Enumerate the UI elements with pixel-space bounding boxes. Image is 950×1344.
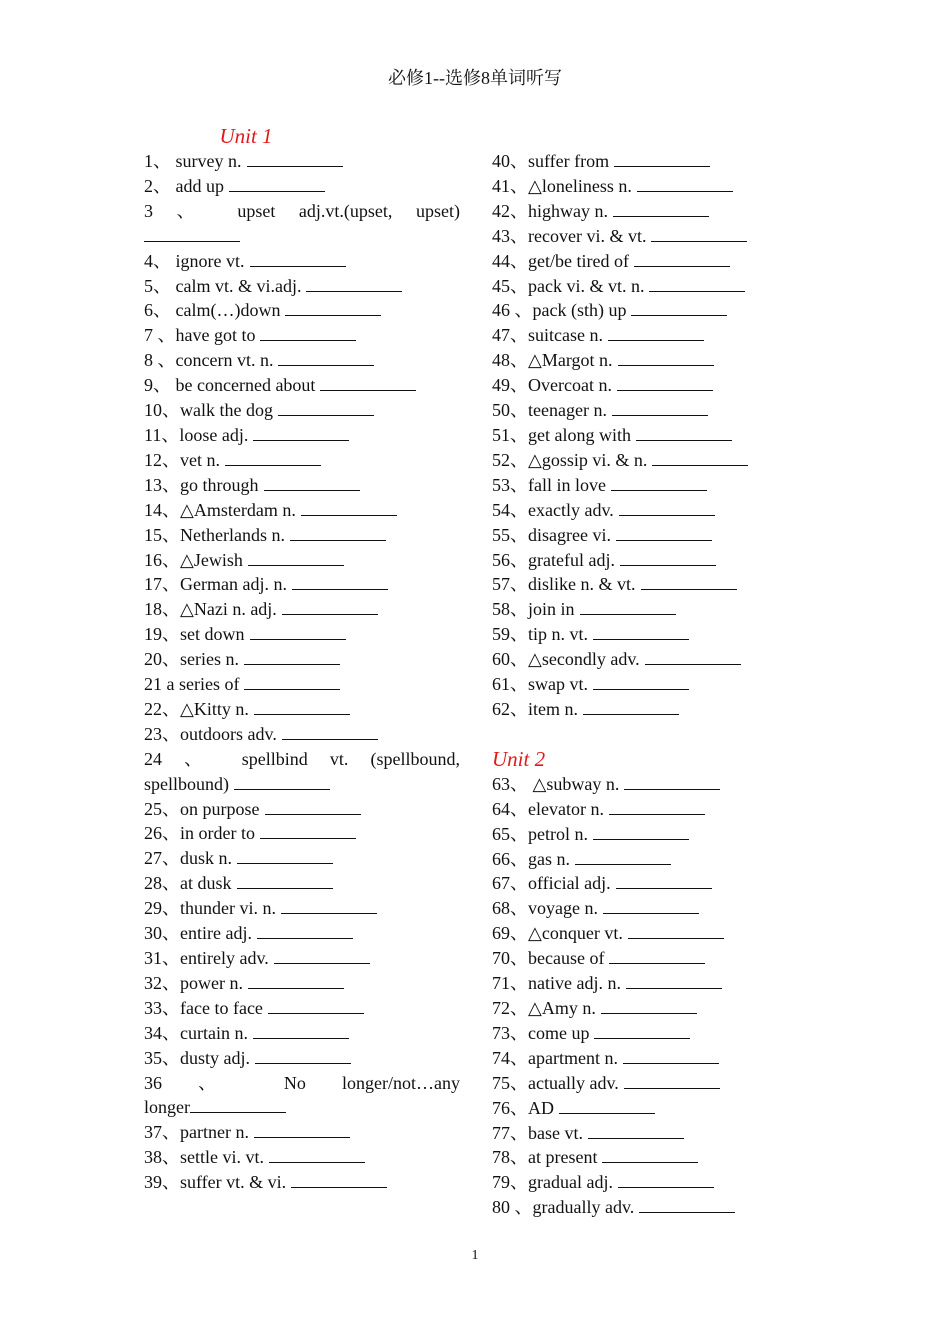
vocab-entry-32: 32、power n. [144, 971, 460, 996]
answer-blank[interactable] [250, 249, 346, 267]
answer-blank[interactable] [247, 149, 343, 167]
vocab-entry-18: 18、△Nazi n. adj. [144, 597, 460, 622]
answer-blank[interactable] [274, 946, 370, 964]
answer-blank[interactable] [237, 846, 333, 864]
vocab-entry-25: 25、on purpose [144, 797, 460, 822]
answer-blank[interactable] [265, 797, 361, 815]
vocab-entry-3-blank [144, 224, 460, 249]
vocab-entry-41: 41、△loneliness n. [492, 174, 808, 199]
answer-blank[interactable] [593, 822, 689, 840]
vocab-entry-43: 43、recover vi. & vt. [492, 224, 808, 249]
answer-blank[interactable] [641, 572, 737, 590]
vocab-entry-58: 58、join in [492, 597, 808, 622]
vocab-entry-55: 55、disagree vi. [492, 523, 808, 548]
vocab-entry-69: 69、△conquer vt. [492, 921, 808, 946]
answer-blank[interactable] [637, 174, 733, 192]
vocab-entry-7: 7 、have got to [144, 323, 460, 348]
vocab-entry-26: 26、in order to [144, 821, 460, 846]
vocab-entry-36: 36 、 No longer/not…any [144, 1072, 460, 1093]
answer-blank[interactable] [144, 224, 240, 242]
answer-blank[interactable] [301, 498, 397, 516]
vocab-entry-67: 67、official adj. [492, 871, 808, 896]
vocab-entry-76: 76、AD [492, 1096, 808, 1121]
vocab-entry-24-tail: spellbound) [144, 772, 460, 797]
vocab-entry-49: 49、Overcoat n. [492, 373, 808, 398]
answer-blank[interactable] [306, 274, 402, 292]
vocab-entry-60: 60、△secondly adv. [492, 647, 808, 672]
answer-blank[interactable] [253, 1021, 349, 1039]
answer-blank[interactable] [278, 348, 374, 366]
answer-blank[interactable] [588, 1121, 684, 1139]
vocab-entry-14: 14、△Amsterdam n. [144, 498, 460, 523]
answer-blank[interactable] [320, 373, 416, 391]
answer-blank[interactable] [612, 398, 708, 416]
unit-1-heading: Unit 1 [219, 124, 273, 148]
answer-blank[interactable] [618, 1170, 714, 1188]
answer-blank[interactable] [634, 249, 730, 267]
vocab-entry-8: 8 、concern vt. n. [144, 348, 460, 373]
vocab-entry-68: 68、voyage n. [492, 896, 808, 921]
vocab-entry-66: 66、gas n. [492, 847, 808, 872]
answer-blank[interactable] [618, 348, 714, 366]
vocab-entry-62: 62、item n. [492, 697, 808, 722]
vocab-entry-46: 46 、pack (sth) up [492, 298, 808, 323]
page-number: 1 [471, 1248, 479, 1263]
answer-blank[interactable] [609, 797, 705, 815]
vocab-entry-38: 38、settle vi. vt. [144, 1145, 460, 1170]
vocab-entry-11: 11、loose adj. [144, 423, 460, 448]
vocab-entry-54: 54、exactly adv. [492, 498, 808, 523]
vocab-entry-31: 31、entirely adv. [144, 946, 460, 971]
answer-blank[interactable] [244, 647, 340, 665]
vocab-entry-24: 24 、 spellbind vt. (spellbound, [144, 748, 460, 769]
vocab-entry-74: 74、apartment n. [492, 1046, 808, 1071]
vocab-entry-33: 33、face to face [144, 996, 460, 1021]
answer-blank[interactable] [649, 274, 745, 292]
vocab-entry-61: 61、swap vt. [492, 672, 808, 697]
answer-blank[interactable] [609, 946, 705, 964]
answer-blank[interactable] [631, 298, 727, 316]
vocab-entry-51: 51、get along with [492, 423, 808, 448]
vocab-entry-65: 65、petrol n. [492, 822, 808, 847]
vocab-entry-73: 73、come up [492, 1021, 808, 1046]
vocab-entry-34: 34、curtain n. [144, 1021, 460, 1046]
vocab-entry-19: 19、set down [144, 622, 460, 647]
vocab-entry-63: 63、 △subway n. [492, 772, 808, 797]
vocab-entry-4: 4、 ignore vt. [144, 249, 460, 274]
answer-blank[interactable] [268, 996, 364, 1014]
vocab-entry-78: 78、at present [492, 1145, 808, 1170]
vocab-entry-64: 64、elevator n. [492, 797, 808, 822]
answer-blank[interactable] [269, 1145, 365, 1163]
answer-blank[interactable] [651, 224, 747, 242]
answer-blank[interactable] [620, 548, 716, 566]
vocab-entry-12: 12、vet n. [144, 448, 460, 473]
vocab-entry-9: 9、 be concerned about [144, 373, 460, 398]
answer-blank[interactable] [583, 697, 679, 715]
vocab-entry-3: 3 、 upset adj.vt.(upset, upset) [144, 200, 460, 221]
vocab-entry-15: 15、Netherlands n. [144, 523, 460, 548]
answer-blank[interactable] [616, 871, 712, 889]
vocab-entry-5: 5、 calm vt. & vi.adj. [144, 274, 460, 299]
answer-blank[interactable] [229, 174, 325, 192]
answer-blank[interactable] [260, 821, 356, 839]
answer-blank[interactable] [291, 1170, 387, 1188]
vocab-entry-36-tail: longer [144, 1095, 460, 1120]
right-column [492, 149, 808, 1220]
answer-blank[interactable] [254, 1120, 350, 1138]
answer-blank[interactable] [260, 323, 356, 341]
answer-blank[interactable] [624, 772, 720, 790]
answer-blank[interactable] [248, 971, 344, 989]
answer-blank[interactable] [257, 921, 353, 939]
vocab-entry-59: 59、tip n. vt. [492, 622, 808, 647]
document-title: 必修1--选修8单词听写 [388, 68, 562, 88]
vocab-entry-57: 57、dislike n. & vt. [492, 572, 808, 597]
left-column [144, 124, 460, 1195]
vocab-entry-20: 20、series n. [144, 647, 460, 672]
answer-blank[interactable] [594, 1021, 690, 1039]
answer-blank[interactable] [290, 523, 386, 541]
answer-blank[interactable] [616, 523, 712, 541]
vocab-entry-6: 6、 calm(…)down [144, 298, 460, 323]
answer-blank[interactable] [636, 423, 732, 441]
answer-blank[interactable] [253, 423, 349, 441]
vocab-entry-23: 23、outdoors adv. [144, 722, 460, 747]
vocab-entry-17: 17、German adj. n. [144, 572, 460, 597]
answer-blank[interactable] [264, 473, 360, 491]
vocab-entry-45: 45、pack vi. & vt. n. [492, 274, 808, 299]
vocab-entry-75: 75、actually adv. [492, 1071, 808, 1096]
answer-blank[interactable] [619, 498, 715, 516]
answer-blank[interactable] [614, 149, 710, 167]
answer-blank[interactable] [608, 323, 704, 341]
answer-blank[interactable] [628, 921, 724, 939]
vocab-entry-44: 44、get/be tired of [492, 249, 808, 274]
vocab-entry-71: 71、native adj. n. [492, 971, 808, 996]
vocab-entry-29: 29、thunder vi. n. [144, 896, 460, 921]
vocab-entry-22: 22、△Kitty n. [144, 697, 460, 722]
vocab-entry-10: 10、walk the dog [144, 398, 460, 423]
answer-blank[interactable] [626, 971, 722, 989]
vocab-entry-30: 30、entire adj. [144, 921, 460, 946]
vocab-entry-2: 2、 add up [144, 174, 460, 199]
vocab-entry-77: 77、base vt. [492, 1121, 808, 1146]
answer-blank[interactable] [593, 672, 689, 690]
vocab-entry-37: 37、partner n. [144, 1120, 460, 1145]
answer-blank[interactable] [645, 647, 741, 665]
answer-blank[interactable] [580, 597, 676, 615]
vocab-entry-21: 21 a series of [144, 672, 460, 697]
vocab-entry-47: 47、suitcase n. [492, 323, 808, 348]
answer-blank[interactable] [593, 622, 689, 640]
answer-blank[interactable] [244, 672, 340, 690]
vocab-entry-79: 79、gradual adj. [492, 1170, 808, 1195]
answer-blank[interactable] [617, 373, 713, 391]
answer-blank[interactable] [255, 1046, 351, 1064]
answer-blank[interactable] [225, 448, 321, 466]
answer-blank[interactable] [624, 1071, 720, 1089]
vocab-entry-50: 50、teenager n. [492, 398, 808, 423]
answer-blank[interactable] [190, 1095, 286, 1113]
answer-blank[interactable] [250, 622, 346, 640]
vocab-entry-56: 56、grateful adj. [492, 548, 808, 573]
answer-blank[interactable] [611, 473, 707, 491]
vocab-entry-72: 72、△Amy n. [492, 996, 808, 1021]
vocab-entry-80: 80 、gradually adv. [492, 1195, 808, 1220]
answer-blank[interactable] [652, 448, 748, 466]
vocab-entry-52: 52、△gossip vi. & n. [492, 448, 808, 473]
answer-blank[interactable] [602, 1145, 698, 1163]
answer-blank[interactable] [623, 1046, 719, 1064]
unit-spacer [492, 722, 808, 747]
answer-blank[interactable] [639, 1195, 735, 1213]
vocab-entry-13: 13、go through [144, 473, 460, 498]
answer-blank[interactable] [601, 996, 697, 1014]
answer-blank[interactable] [237, 871, 333, 889]
answer-blank[interactable] [292, 572, 388, 590]
vocab-entry-27: 27、dusk n. [144, 846, 460, 871]
vocab-entry-28: 28、at dusk [144, 871, 460, 896]
answer-blank[interactable] [254, 697, 350, 715]
vocab-entry-35: 35、dusty adj. [144, 1046, 460, 1071]
answer-blank[interactable] [603, 896, 699, 914]
vocab-entry-42: 42、highway n. [492, 199, 808, 224]
vocab-entry-16: 16、△Jewish [144, 548, 460, 573]
answer-blank[interactable] [248, 548, 344, 566]
vocab-entry-39: 39、suffer vt. & vi. [144, 1170, 460, 1195]
answer-blank[interactable] [559, 1096, 655, 1114]
vocab-entry-48: 48、△Margot n. [492, 348, 808, 373]
answer-blank[interactable] [282, 722, 378, 740]
unit-2-heading: Unit 2 [492, 746, 546, 771]
answer-blank[interactable] [234, 772, 330, 790]
answer-blank[interactable] [285, 298, 381, 316]
vocab-entry-70: 70、because of [492, 946, 808, 971]
answer-blank[interactable] [282, 597, 378, 615]
vocab-entry-40: 40、suffer from [492, 149, 808, 174]
vocab-entry-53: 53、fall in love [492, 473, 808, 498]
answer-blank[interactable] [278, 398, 374, 416]
answer-blank[interactable] [613, 199, 709, 217]
answer-blank[interactable] [281, 896, 377, 914]
vocab-entry-1: 1、 survey n. [144, 149, 460, 174]
answer-blank[interactable] [575, 847, 671, 865]
